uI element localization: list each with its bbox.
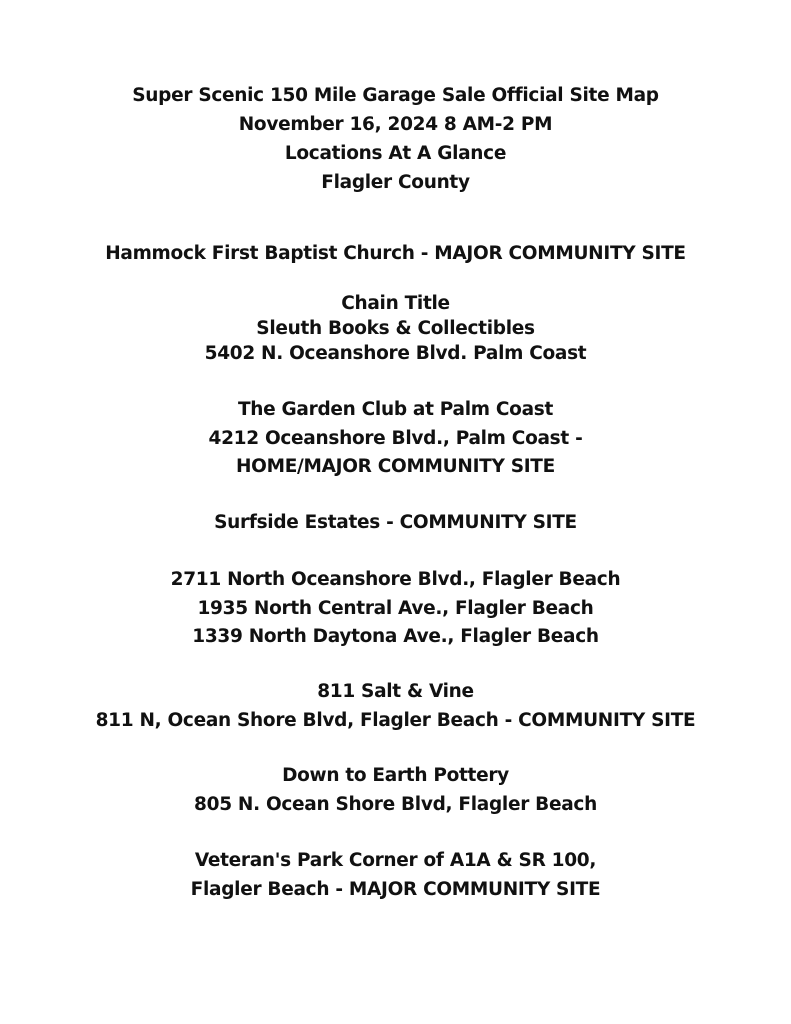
location-line: HOME/MAJOR COMMUNITY SITE (236, 456, 555, 477)
document-title: Super Scenic 150 Mile Garage Sale Official Site Map (132, 85, 659, 106)
location-garden-club (0, 396, 791, 482)
location-veterans-park (0, 847, 791, 904)
location-line: Flagler Beach - MAJOR COMMUNITY SITE (190, 878, 601, 900)
location-line: Hammock First Baptist Church - MAJOR COMMUNITY SITE (105, 243, 686, 264)
document-subtitle: Locations At A Glance (284, 143, 507, 164)
location-chain-title-sleuth-books (0, 291, 791, 366)
location-line: The Garden Club at Palm Coast (237, 399, 554, 420)
location-salt-and-vine (0, 678, 791, 735)
location-line: 2711 North Oceanshore Blvd., Flagler Beach (170, 569, 621, 590)
location-line: 4212 Oceanshore Blvd., Palm Coast - (208, 427, 583, 449)
location-line: Veteran's Park Corner of A1A & SR 100, (194, 850, 597, 871)
location-down-to-earth-pottery (0, 762, 791, 819)
location-flagler-beach-addresses (0, 566, 791, 652)
county-name: Flagler County (321, 172, 470, 193)
location-line: 1339 North Daytona Ave., Flagler Beach (192, 626, 599, 647)
location-line: Down to Earth Pottery (282, 765, 509, 786)
location-line: Sleuth Books & Collectibles (256, 318, 535, 339)
location-hammock-first-baptist (0, 240, 791, 269)
location-line: 1935 North Central Ave., Flagler Beach (197, 597, 594, 619)
location-line: 5402 N. Oceanshore Blvd. Palm Coast (204, 343, 587, 364)
document-header (0, 81, 791, 197)
location-line: Chain Title (341, 293, 450, 314)
location-line: 811 Salt & Vine (317, 681, 474, 702)
location-surfside-estates (0, 509, 791, 538)
event-date: November 16, 2024 8 AM-2 PM (238, 114, 553, 135)
location-line: 805 N. Ocean Shore Blvd, Flagler Beach (194, 793, 597, 815)
location-line: 811 N, Ocean Shore Blvd, Flagler Beach - COMMUNITY SITE (95, 709, 696, 731)
location-line: Surfside Estates - COMMUNITY SITE (214, 512, 577, 533)
